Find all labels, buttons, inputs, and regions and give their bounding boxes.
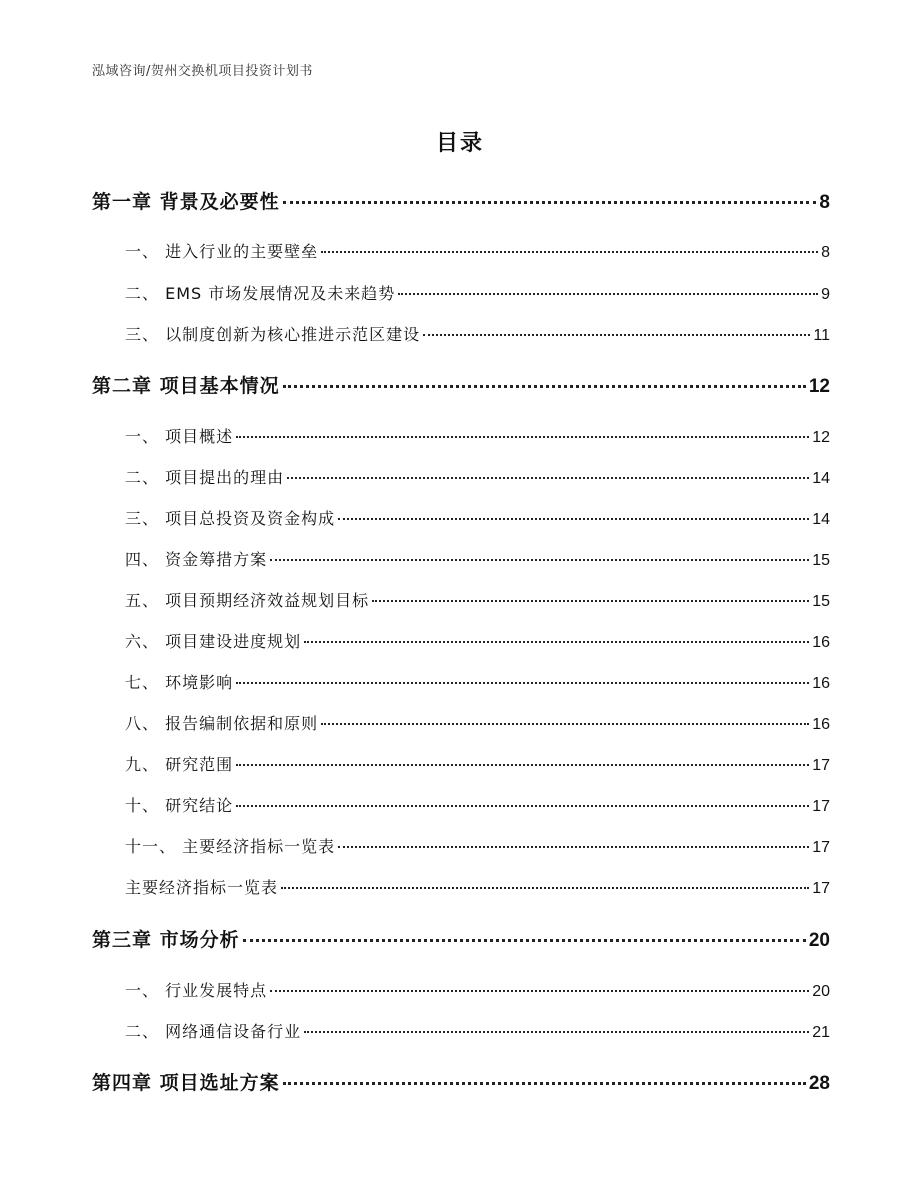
toc-chapter-1[interactable] [92,187,830,215]
toc-section[interactable] [92,629,830,653]
toc-entry-title: 二、 项目提出的理由 [125,468,285,487]
dot-leader [243,939,806,942]
toc-page-number: 15 [812,552,830,569]
dot-leader [283,1082,806,1085]
toc-section[interactable] [92,978,830,1002]
dot-leader [236,764,809,766]
dot-leader [304,641,809,643]
toc-section[interactable] [92,711,830,735]
toc-page-number: 17 [812,839,830,856]
toc-entry-title: 第二章 项目基本情况 [92,375,280,397]
toc-section[interactable] [92,281,830,305]
page-header: 泓域咨询/贺州交换机项目投资计划书 [92,64,313,79]
toc-page-number: 16 [812,675,830,692]
toc-section[interactable] [92,875,830,899]
toc-page-number: 11 [813,327,830,344]
toc-entry-title: 二、 网络通信设备行业 [125,1022,302,1041]
dot-leader [338,518,809,520]
toc-page-number: 9 [821,286,830,303]
toc-page-number: 17 [812,880,830,897]
toc-section[interactable] [92,506,830,530]
dot-leader [283,201,817,204]
toc-entry-title: 二、 EMS 市场发展情况及未来趋势 [125,284,396,303]
toc-section[interactable] [92,424,830,448]
toc-entry-title: 第一章 背景及必要性 [92,191,280,213]
dot-leader [281,887,809,889]
dot-leader [372,600,809,602]
toc-entry-title: 一、 行业发展特点 [125,981,268,1000]
dot-leader [236,805,809,807]
dot-leader [423,334,810,336]
dot-leader [236,436,809,438]
toc-page-number: 8 [821,244,830,261]
toc-entry-title: 八、 报告编制依据和原则 [125,714,319,733]
toc-entry-title: 六、 项目建设进度规划 [125,632,302,651]
toc-entry-title: 五、 项目预期经济效益规划目标 [125,591,370,610]
toc-page-number: 8 [819,192,830,213]
toc-section[interactable] [92,670,830,694]
toc-entry-title: 三、 项目总投资及资金构成 [125,509,336,528]
toc-page-number: 14 [812,511,830,528]
dot-leader [283,385,806,388]
toc-chapter-4[interactable] [92,1068,830,1096]
toc-page-number: 17 [812,798,830,815]
dot-leader [236,682,809,684]
toc-entry-title: 一、 进入行业的主要壁垒 [125,242,319,261]
toc-page-number: 17 [812,757,830,774]
toc-entry-title: 主要经济指标一览表 [125,878,279,897]
toc-section[interactable] [92,752,830,776]
dot-leader [321,723,809,725]
toc-page-number: 12 [808,376,830,397]
toc-section[interactable] [92,322,830,346]
toc-chapter-2[interactable] [92,371,830,399]
toc-entry-title: 三、 以制度创新为核心推进示范区建设 [125,325,421,344]
dot-leader [287,477,809,479]
toc-section[interactable] [92,588,830,612]
toc-title: 目录 [435,131,484,156]
toc-entry-title: 四、 资金筹措方案 [125,550,268,569]
toc-page-number: 15 [812,593,830,610]
toc-section[interactable] [92,239,830,263]
toc-entry-title: 十、 研究结论 [125,796,234,815]
toc-entry-title: 一、 项目概述 [125,427,234,446]
dot-leader [321,251,818,253]
dot-leader [270,990,809,992]
toc-page-number: 16 [812,634,830,651]
toc-page-number: 28 [808,1073,830,1094]
toc-entry-title: 第四章 项目选址方案 [92,1072,280,1094]
toc-page-number: 16 [812,716,830,733]
toc-page-number: 14 [812,470,830,487]
toc-entry-title: 九、 研究范围 [125,755,234,774]
toc-page-number: 12 [812,429,830,446]
toc-section[interactable] [92,793,830,817]
toc-chapter-3[interactable] [92,925,830,953]
toc-section[interactable] [92,547,830,571]
toc-page-number: 20 [808,930,830,951]
toc-section[interactable] [92,1019,830,1043]
toc-section[interactable] [92,834,830,858]
dot-leader [270,559,809,561]
dot-leader [338,846,809,848]
toc-entry-title: 第三章 市场分析 [92,929,240,951]
toc-entry-title: 七、 环境影响 [125,673,234,692]
toc-section[interactable] [92,465,830,489]
toc-page-number: 20 [812,983,830,1000]
toc-page-number: 21 [812,1024,830,1041]
toc-entry-title: 十一、 主要经济指标一览表 [125,837,336,856]
dot-leader [304,1031,809,1033]
dot-leader [398,293,818,295]
